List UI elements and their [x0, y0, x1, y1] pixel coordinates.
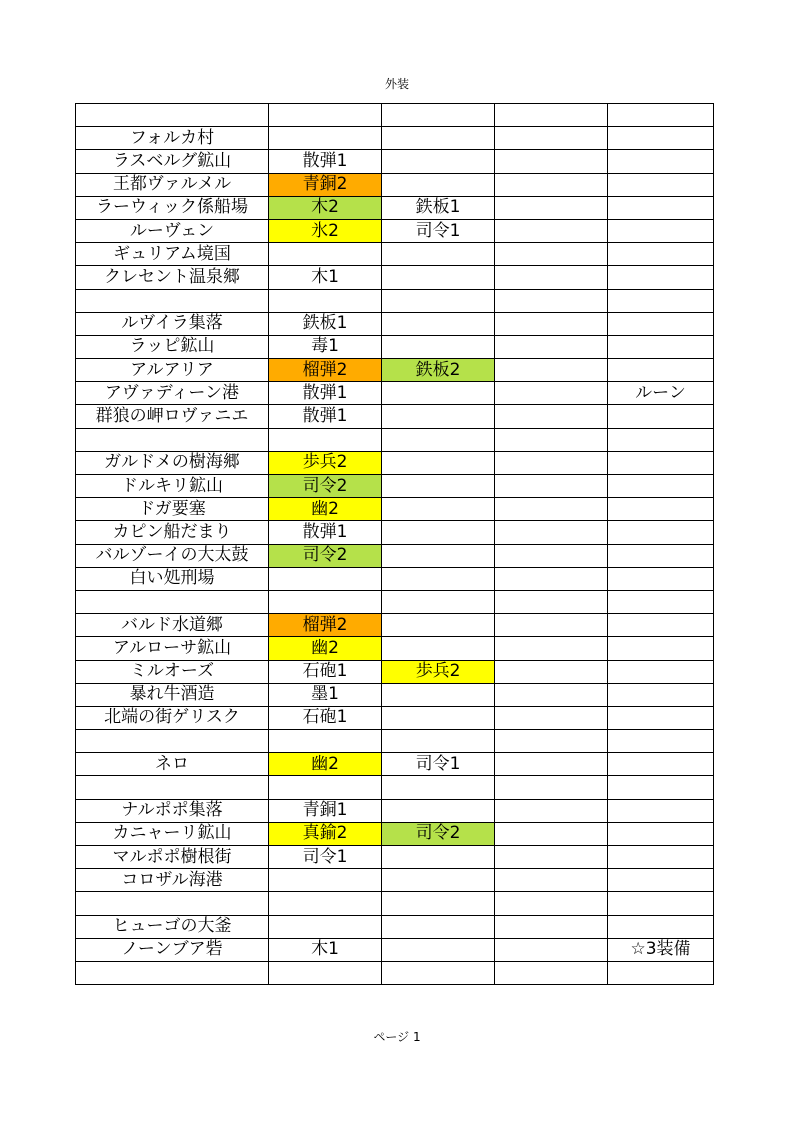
item-cell — [608, 660, 714, 683]
item-cell — [495, 544, 608, 567]
item-cell — [608, 521, 714, 544]
item-cell: 散弾1 — [269, 150, 382, 173]
item-cell: ☆3装備 — [608, 938, 714, 961]
item-cell — [495, 961, 608, 984]
location-cell: ナルポポ集落 — [76, 799, 269, 822]
table-row — [76, 335, 714, 358]
item-cell — [269, 730, 382, 753]
equipment-table — [75, 103, 714, 985]
item-cell: 青銅1 — [269, 799, 382, 822]
item-cell: 鉄板1 — [382, 196, 495, 219]
location-cell: ルーヴェン — [76, 219, 269, 242]
item-cell — [608, 637, 714, 660]
table-row — [76, 869, 714, 892]
item-cell — [608, 359, 714, 382]
item-cell — [495, 637, 608, 660]
item-cell — [382, 405, 495, 428]
item-cell — [608, 498, 714, 521]
item-cell — [495, 521, 608, 544]
location-cell: カピン船だまり — [76, 521, 269, 544]
item-cell — [495, 312, 608, 335]
item-cell — [608, 104, 714, 127]
item-cell — [495, 196, 608, 219]
item-cell — [269, 289, 382, 312]
location-cell: 白い処刑場 — [76, 567, 269, 590]
item-cell — [608, 266, 714, 289]
item-cell — [608, 544, 714, 567]
item-cell: 司令2 — [269, 544, 382, 567]
item-cell — [269, 104, 382, 127]
item-cell — [269, 567, 382, 590]
item-cell: ルーン — [608, 382, 714, 405]
table-row — [76, 475, 714, 498]
item-cell — [382, 915, 495, 938]
location-cell — [76, 892, 269, 915]
location-cell — [76, 961, 269, 984]
location-cell: 北端の街ゲリスク — [76, 706, 269, 729]
location-cell — [76, 776, 269, 799]
item-cell — [269, 127, 382, 150]
item-cell: 司令1 — [269, 846, 382, 869]
item-cell — [608, 799, 714, 822]
item-cell — [495, 938, 608, 961]
item-cell — [495, 706, 608, 729]
item-cell — [495, 799, 608, 822]
item-cell — [382, 938, 495, 961]
item-cell — [495, 498, 608, 521]
table-row — [76, 289, 714, 312]
item-cell — [495, 173, 608, 196]
location-cell: バルド水道郷 — [76, 614, 269, 637]
item-cell — [495, 730, 608, 753]
item-cell — [269, 869, 382, 892]
item-cell — [382, 590, 495, 613]
item-cell: 氷2 — [269, 219, 382, 242]
item-cell: 散弾1 — [269, 382, 382, 405]
table-row — [76, 892, 714, 915]
item-cell — [382, 614, 495, 637]
item-cell — [608, 776, 714, 799]
table-row — [76, 753, 714, 776]
item-cell: 散弾1 — [269, 521, 382, 544]
location-cell: フォルカ村 — [76, 127, 269, 150]
table-row — [76, 660, 714, 683]
table-row — [76, 799, 714, 822]
item-cell — [269, 776, 382, 799]
table-row — [76, 312, 714, 335]
item-cell — [495, 915, 608, 938]
item-cell — [495, 846, 608, 869]
item-cell — [608, 706, 714, 729]
item-cell: 木1 — [269, 266, 382, 289]
item-cell — [608, 590, 714, 613]
table-body — [76, 104, 714, 985]
location-cell: 群狼の岬ロヴァニエ — [76, 405, 269, 428]
item-cell — [382, 567, 495, 590]
item-cell: 木1 — [269, 938, 382, 961]
item-cell — [382, 312, 495, 335]
item-cell — [495, 892, 608, 915]
location-cell — [76, 590, 269, 613]
location-cell: ネロ — [76, 753, 269, 776]
location-cell: ドガ要塞 — [76, 498, 269, 521]
item-cell — [382, 382, 495, 405]
item-cell: 真鍮2 — [269, 822, 382, 845]
item-cell — [382, 266, 495, 289]
item-cell — [608, 451, 714, 474]
table-row — [76, 382, 714, 405]
table-row — [76, 614, 714, 637]
item-cell — [495, 243, 608, 266]
location-cell: 王都ヴァルメル — [76, 173, 269, 196]
item-cell — [495, 289, 608, 312]
table-row — [76, 359, 714, 382]
table-row — [76, 127, 714, 150]
item-cell — [382, 869, 495, 892]
item-cell: 司令1 — [382, 219, 495, 242]
table-row — [76, 451, 714, 474]
item-cell: 司令2 — [382, 822, 495, 845]
item-cell — [495, 475, 608, 498]
item-cell — [495, 382, 608, 405]
item-cell: 青銅2 — [269, 173, 382, 196]
item-cell — [608, 869, 714, 892]
table-row — [76, 961, 714, 984]
item-cell: 歩兵2 — [269, 451, 382, 474]
item-cell — [608, 150, 714, 173]
item-cell — [608, 219, 714, 242]
page-footer: ページ 1 — [373, 1030, 421, 1044]
item-cell: 榴弾2 — [269, 614, 382, 637]
item-cell — [608, 753, 714, 776]
item-cell — [608, 915, 714, 938]
location-cell: アルアリア — [76, 359, 269, 382]
item-cell — [269, 428, 382, 451]
table-row — [76, 104, 714, 127]
item-cell — [382, 173, 495, 196]
item-cell — [495, 335, 608, 358]
item-cell — [382, 799, 495, 822]
item-cell — [382, 475, 495, 498]
item-cell — [382, 150, 495, 173]
item-cell — [495, 405, 608, 428]
item-cell — [495, 822, 608, 845]
location-cell: ヒューゴの大釜 — [76, 915, 269, 938]
item-cell — [495, 776, 608, 799]
item-cell: 石砲1 — [269, 660, 382, 683]
item-cell: 鉄板1 — [269, 312, 382, 335]
table-row — [76, 150, 714, 173]
location-cell: バルゾーイの大太鼓 — [76, 544, 269, 567]
item-cell — [608, 405, 714, 428]
table-row — [76, 706, 714, 729]
item-cell — [608, 196, 714, 219]
item-cell — [382, 706, 495, 729]
item-cell — [608, 846, 714, 869]
item-cell — [495, 614, 608, 637]
item-cell — [269, 915, 382, 938]
table-row — [76, 683, 714, 706]
location-cell: ガルドメの樹海郷 — [76, 451, 269, 474]
item-cell — [608, 335, 714, 358]
item-cell — [495, 428, 608, 451]
location-cell: アヴァディーン港 — [76, 382, 269, 405]
location-cell: コロザル海港 — [76, 869, 269, 892]
item-cell — [495, 451, 608, 474]
item-cell — [382, 127, 495, 150]
table-row — [76, 521, 714, 544]
item-cell: 幽2 — [269, 637, 382, 660]
table-row — [76, 776, 714, 799]
item-cell — [382, 289, 495, 312]
table-row — [76, 196, 714, 219]
item-cell — [608, 730, 714, 753]
table-row — [76, 173, 714, 196]
location-cell: ミルオーズ — [76, 660, 269, 683]
item-cell — [608, 567, 714, 590]
page-header: 外装 — [384, 77, 409, 91]
item-cell — [495, 683, 608, 706]
item-cell: 榴弾2 — [269, 359, 382, 382]
item-cell — [495, 127, 608, 150]
location-cell — [76, 730, 269, 753]
location-cell: ギュリアム境国 — [76, 243, 269, 266]
item-cell — [382, 730, 495, 753]
table-row — [76, 428, 714, 451]
item-cell — [495, 753, 608, 776]
location-cell — [76, 289, 269, 312]
table-row — [76, 405, 714, 428]
item-cell — [269, 590, 382, 613]
item-cell — [269, 892, 382, 915]
item-cell — [608, 289, 714, 312]
table-row — [76, 498, 714, 521]
item-cell: 木2 — [269, 196, 382, 219]
item-cell: 幽2 — [269, 498, 382, 521]
item-cell — [608, 961, 714, 984]
location-cell: ラーウィック係船場 — [76, 196, 269, 219]
item-cell — [382, 961, 495, 984]
item-cell — [608, 312, 714, 335]
item-cell — [608, 243, 714, 266]
table-row — [76, 938, 714, 961]
item-cell — [495, 660, 608, 683]
table-row — [76, 822, 714, 845]
item-cell — [382, 637, 495, 660]
location-cell: ノーンブア砦 — [76, 938, 269, 961]
table-row — [76, 243, 714, 266]
table-row — [76, 590, 714, 613]
item-cell — [495, 266, 608, 289]
table-row — [76, 730, 714, 753]
table-row — [76, 915, 714, 938]
item-cell — [495, 150, 608, 173]
location-cell: カニャーリ鉱山 — [76, 822, 269, 845]
item-cell: 墨1 — [269, 683, 382, 706]
item-cell: 司令2 — [269, 475, 382, 498]
item-cell — [382, 776, 495, 799]
location-cell: クレセント温泉郷 — [76, 266, 269, 289]
item-cell — [382, 521, 495, 544]
item-cell — [382, 683, 495, 706]
item-cell — [382, 243, 495, 266]
table-row — [76, 846, 714, 869]
item-cell — [495, 869, 608, 892]
item-cell — [382, 335, 495, 358]
item-cell: 司令1 — [382, 753, 495, 776]
item-cell — [608, 475, 714, 498]
item-cell — [495, 104, 608, 127]
item-cell — [269, 961, 382, 984]
location-cell: 暴れ牛酒造 — [76, 683, 269, 706]
item-cell: 幽2 — [269, 753, 382, 776]
item-cell — [382, 846, 495, 869]
location-cell: ルヴイラ集落 — [76, 312, 269, 335]
item-cell — [382, 892, 495, 915]
item-cell: 散弾1 — [269, 405, 382, 428]
item-cell — [382, 544, 495, 567]
item-cell — [608, 822, 714, 845]
location-cell: アルローサ鉱山 — [76, 637, 269, 660]
item-cell — [608, 173, 714, 196]
location-cell: ラッピ鉱山 — [76, 335, 269, 358]
item-cell — [269, 243, 382, 266]
location-cell — [76, 104, 269, 127]
location-cell — [76, 428, 269, 451]
table-row — [76, 219, 714, 242]
item-cell — [608, 892, 714, 915]
location-cell: マルポポ樹根街 — [76, 846, 269, 869]
item-cell: 鉄板2 — [382, 359, 495, 382]
item-cell — [382, 104, 495, 127]
item-cell — [382, 498, 495, 521]
item-cell — [495, 219, 608, 242]
item-cell: 石砲1 — [269, 706, 382, 729]
location-cell: ラスベルグ鉱山 — [76, 150, 269, 173]
item-cell — [382, 451, 495, 474]
item-cell — [495, 359, 608, 382]
item-cell — [382, 428, 495, 451]
table-row — [76, 266, 714, 289]
table-row — [76, 544, 714, 567]
item-cell — [608, 428, 714, 451]
location-cell: ドルキリ鉱山 — [76, 475, 269, 498]
item-cell — [495, 567, 608, 590]
item-cell — [608, 683, 714, 706]
item-cell — [608, 614, 714, 637]
item-cell — [495, 590, 608, 613]
item-cell: 毒1 — [269, 335, 382, 358]
table-row — [76, 637, 714, 660]
item-cell — [608, 127, 714, 150]
item-cell: 歩兵2 — [382, 660, 495, 683]
table-row — [76, 567, 714, 590]
